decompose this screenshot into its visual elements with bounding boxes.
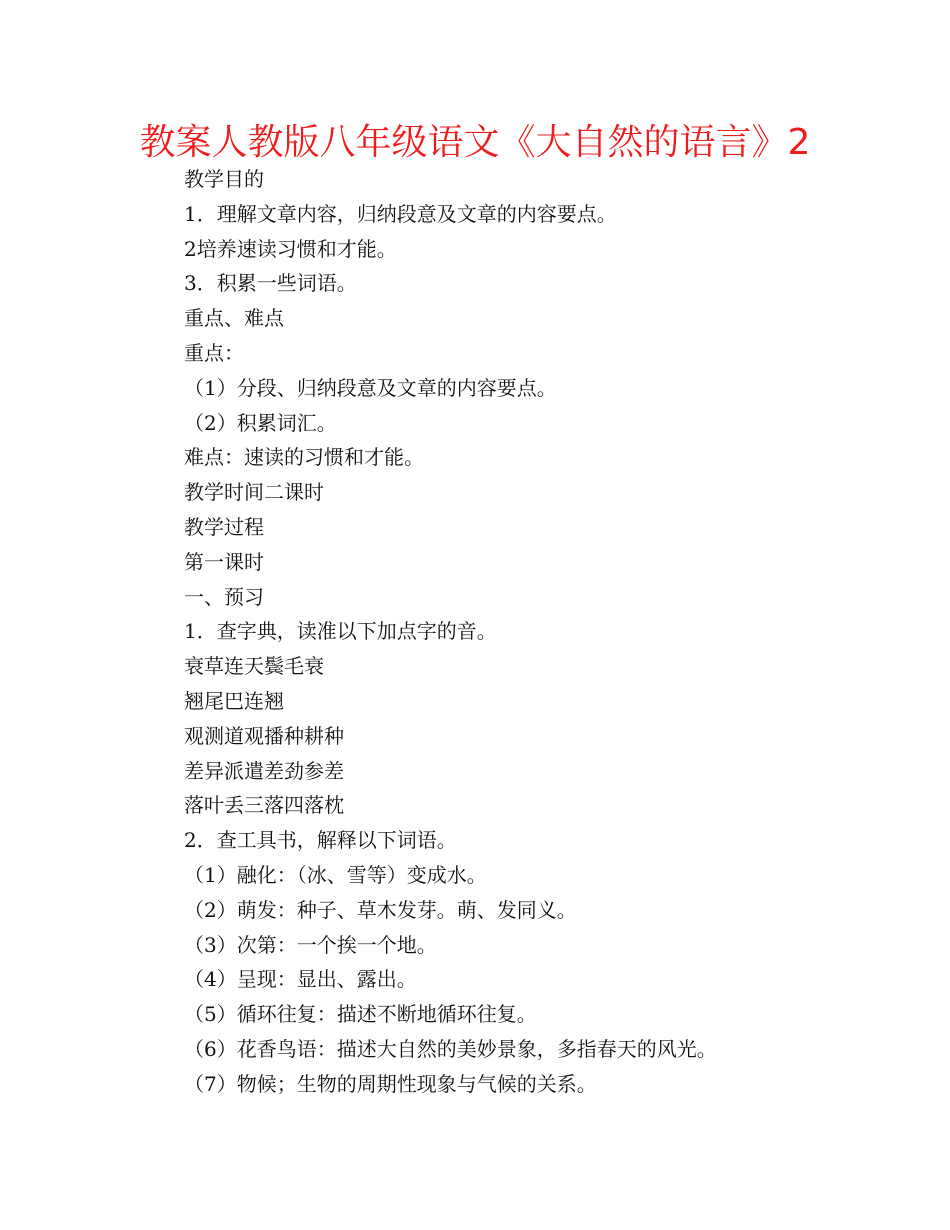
heading-teaching-process: 教学过程	[184, 514, 264, 539]
vocabulary-definition: （7）物候；生物的周期性现象与气候的关系。	[184, 1071, 597, 1096]
objective-item: 2培养速读习惯和才能。	[184, 236, 397, 261]
word-list-line: 翘尾巴连翘	[184, 688, 284, 713]
document-body	[184, 162, 904, 1102]
vocabulary-definition: （4）呈现：显出、露出。	[184, 967, 417, 992]
vocabulary-definition: （3）次第：一个挨一个地。	[184, 932, 437, 957]
word-list-line: 衰草连天鬓毛衰	[184, 654, 324, 679]
word-list-line: 差异派遣差劲参差	[184, 758, 344, 783]
teaching-time-line: 教学时间二课时	[184, 480, 324, 505]
word-list-line: 观测道观播种耕种	[184, 723, 344, 748]
vocabulary-definition: （6）花香鸟语：描述大自然的美妙景象，多指春天的风光。	[184, 1036, 717, 1061]
key-point-item: （1）分段、归纳段意及文章的内容要点。	[184, 375, 557, 400]
objective-item: 1．理解文章内容，归纳段意及文章的内容要点。	[184, 201, 617, 226]
heading-first-lesson: 第一课时	[184, 549, 264, 574]
vocabulary-definition: （1）融化：（冰、雪等）变成水。	[184, 862, 487, 887]
word-list-line: 落叶丢三落四落枕	[184, 793, 344, 818]
heading-key-points: 重点、难点	[184, 306, 284, 331]
vocabulary-definition: （5）循环往复：描述不断地循环往复。	[184, 1002, 537, 1027]
vocabulary-definition: （2）萌发：种子、草木发芽。萌、发同义。	[184, 897, 577, 922]
preview-task: 2．查工具书，解释以下词语。	[184, 828, 457, 853]
heading-teaching-objectives: 教学目的	[184, 167, 264, 191]
heading-preview: 一、预习	[184, 584, 264, 609]
preview-task: 1．查字典，读准以下加点字的音。	[184, 619, 497, 644]
key-point-item: （2）积累词汇。	[184, 410, 337, 435]
key-points-label: 重点：	[184, 340, 244, 365]
objective-item: 3．积累一些词语。	[184, 271, 357, 296]
document-title: 教案人教版八年级语文《大自然的语言》2	[139, 122, 811, 163]
difficulty-line: 难点：速读的习惯和才能。	[184, 445, 424, 470]
